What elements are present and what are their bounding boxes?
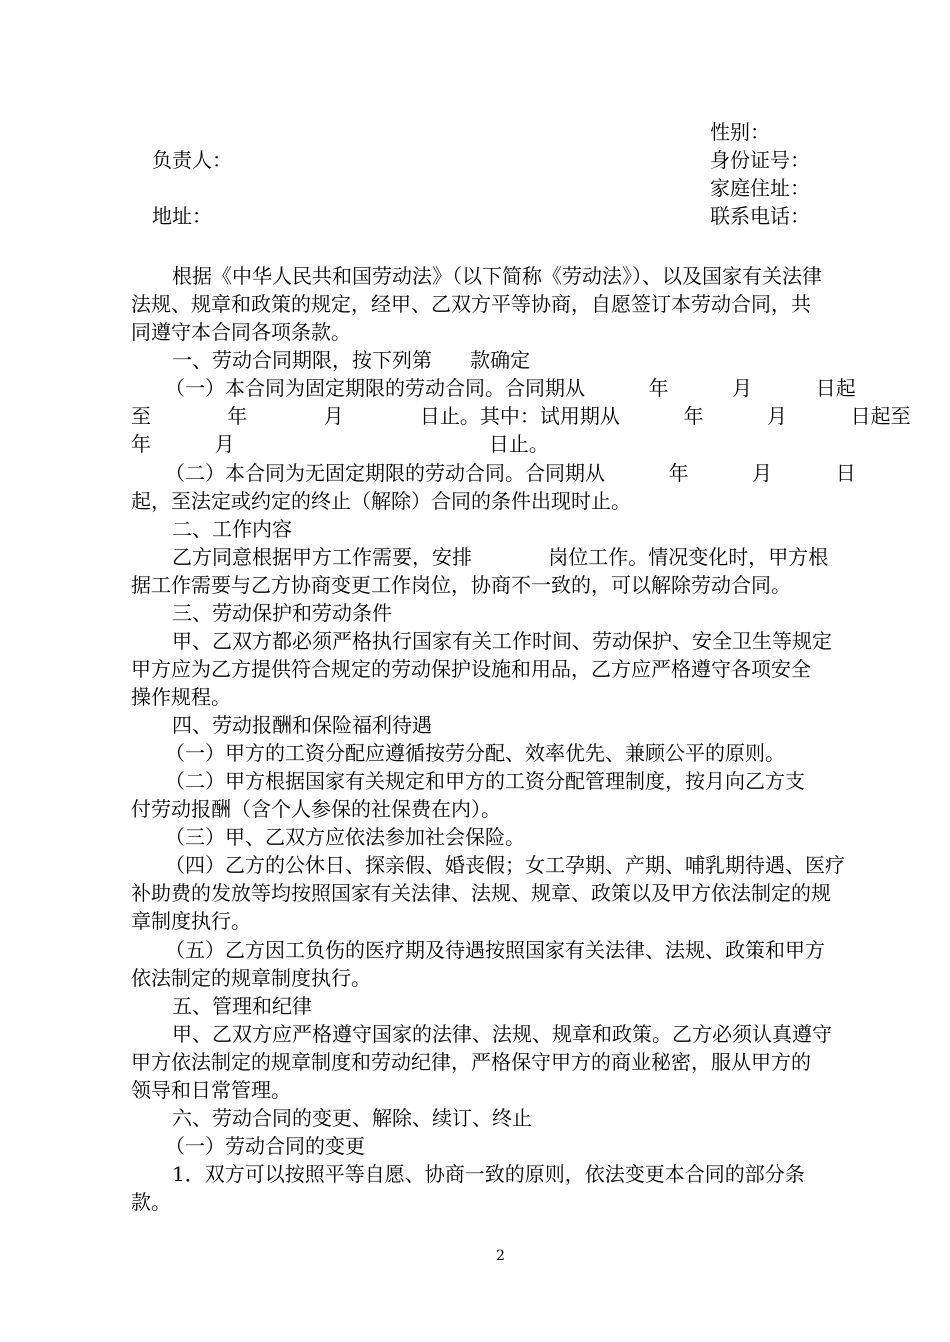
section-1-b-line: （二）本合同为无固定期限的劳动合同。合同期从 年 月 日: [165, 461, 856, 485]
section-3-line: 操作规程。: [131, 685, 231, 709]
section-4-item-1: （一）甲方的工资分配应遵循按劳分配、效率优先、兼顾公平的原则。: [165, 741, 785, 765]
section-4-item-4: 章制度执行。: [131, 909, 251, 933]
phone-label: 联系电话：: [710, 204, 810, 228]
section-2-line: 据工作需要与乙方协商变更工作岗位，协商不一致的，可以解除劳动合同。: [131, 573, 791, 597]
section-1-a-line: 至 年 月 日止。其中：试用期从 年 月 日起至: [131, 404, 911, 428]
section-4-item-3: （三）甲、乙双方应依法参加社会保险。: [165, 825, 525, 849]
section-5-line: 甲方依法制定的规章制度和劳动纪律，严格保守甲方的商业秘密，服从甲方的: [131, 1050, 811, 1074]
gender-label: 性别：: [710, 120, 770, 144]
section-1-a-line: 年 月 日止。: [131, 432, 549, 456]
section-6-item-1-1: 1．双方可以按照平等自愿、协商一致的原则，依法变更本合同的部分条: [172, 1162, 805, 1186]
id-number-label: 身份证号：: [710, 148, 810, 172]
section-5-line: 领导和日常管理。: [131, 1078, 291, 1102]
section-5-line: 甲、乙双方应严格遵守国家的法律、法规、规章和政策。乙方必须认真遵守: [172, 1022, 832, 1046]
section-1-b-line: 起，至法定或约定的终止（解除）合同的条件出现时止。: [131, 489, 631, 513]
intro-line: 根据《中华人民共和国劳动法》（以下简称《劳动法》）、以及国家有关法律: [172, 264, 822, 288]
section-6-title: 六、劳动合同的变更、解除、续订、终止: [172, 1106, 532, 1130]
section-3-line: 甲方应为乙方提供符合规定的劳动保护设施和用品，乙方应严格遵守各项安全: [131, 657, 811, 681]
home-address-label: 家庭住址：: [710, 176, 810, 200]
section-3-line: 甲、乙双方都必须严格执行国家有关工作时间、劳动保护、安全卫生等规定: [172, 629, 832, 653]
page-number: 2: [496, 1248, 505, 1264]
section-1-title: 一、劳动合同期限，按下列第 款确定: [172, 348, 531, 372]
section-6-item-1: （一）劳动合同的变更: [165, 1134, 365, 1158]
section-3-title: 三、劳动保护和劳动条件: [172, 601, 392, 625]
section-5-title: 五、管理和纪律: [172, 994, 312, 1018]
section-4-item-4: 补助费的发放等均按照国家有关法律、法规、规章、政策以及甲方依法制定的规: [131, 881, 831, 905]
section-4-item-2: 付劳动报酬（含个人参保的社保费在内）。: [131, 797, 501, 821]
section-4-item-2: （二）甲方根据国家有关规定和甲方的工资分配管理制度，按月向乙方支: [165, 769, 805, 793]
section-2-line: 乙方同意根据甲方工作需要，安排 岗位工作。情况变化时，甲方根: [172, 545, 829, 569]
address-label: 地址：: [152, 204, 212, 228]
section-1-a-line: （一）本合同为固定期限的劳动合同。合同期从 年 月 日起: [165, 376, 856, 400]
intro-line: 法规、规章和政策的规定，经甲、乙双方平等协商，自愿签订本劳动合同，共: [131, 292, 811, 316]
person-in-charge-label: 负责人：: [152, 148, 232, 172]
section-6-item-1-1: 款。: [131, 1190, 171, 1214]
section-4-title: 四、劳动报酬和保险福利待遇: [172, 713, 432, 737]
section-2-title: 二、工作内容: [172, 517, 292, 541]
section-4-item-5: （五）乙方因工负伤的医疗期及待遇按照国家有关法律、法规、政策和甲方: [165, 938, 825, 962]
section-4-item-5: 依法制定的规章制度执行。: [131, 966, 371, 990]
intro-line: 同遵守本合同各项条款。: [131, 320, 351, 344]
section-4-item-4: （四）乙方的公休日、探亲假、婚丧假；女工孕期、产期、哺乳期待遇、医疗: [165, 853, 845, 877]
